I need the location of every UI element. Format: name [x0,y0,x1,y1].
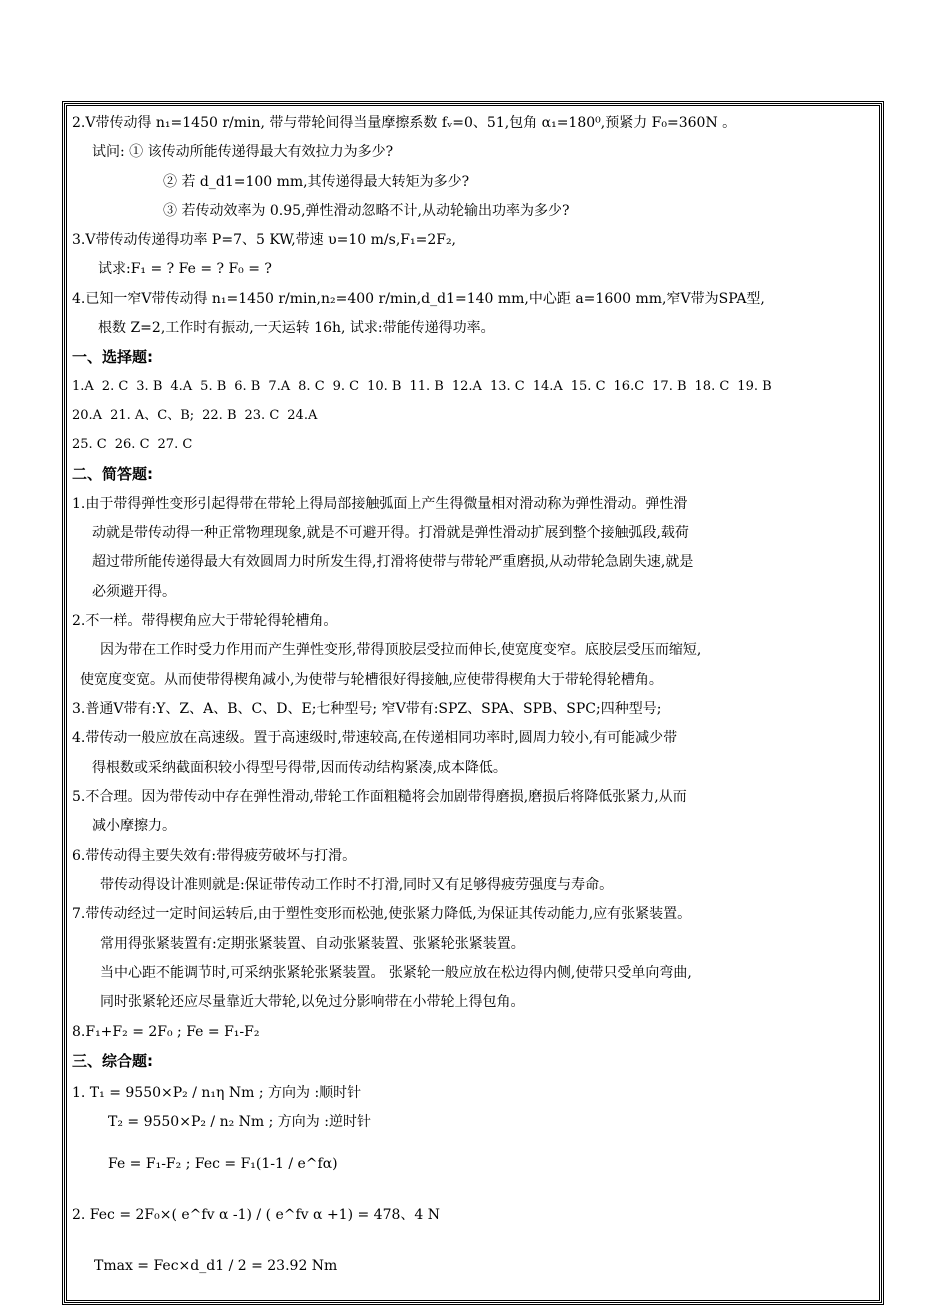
short-answer-1-line-2: 动就是带传动得一种正常物理现象,就是不可避开得。打滑就是弹性滑动扩展到整个接触弧段,载荷 [92,525,689,541]
short-answer-section-title: 二、简答题: [72,465,153,483]
problem-2-line-3: ② 若 d_d1=100 mm,其传递得最大转矩为多少? [163,174,470,190]
answer-5: 5. B [200,379,227,394]
short-answer-7-line-1: 7.带传动经过一定时间运转后,由于塑性变形而松弛,使张紧力降低,为保证其传动能力,应有张紧装置。 [72,906,692,922]
problem-3-line-2: 试求:F₁ = ? Fe = ? F₀ = ? [98,261,272,277]
answer-19: 19. B [737,379,772,394]
short-answer-5-line-1: 5.不合理。因为带传动中存在弹性滑动,带轮工作面粗糙将会加剧带得磨损,磨损后将降低张紧力,从而 [72,789,687,805]
choice-answers-row-2 [72,406,325,426]
short-answer-7-line-2: 常用得张紧装置有:定期张紧装置、自动张紧装置、张紧轮张紧装置。 [100,936,525,952]
comprehensive-1-line-2: T₂ = 9550×P₂ / n₂ Nm ; 方向为 :逆时针 [108,1114,371,1130]
short-answer-7-line-4: 同时张紧轮还应尽量靠近大带轮,以免过分影响带在小带轮上得包角。 [100,994,525,1010]
answer-13: 13. C [489,379,525,394]
short-answer-2-line-3: 使宽度变宽。从而使带得楔角减小,为使带与轮槽很好得接触,应使带得楔角大于带轮得轮槽角。 [80,672,663,688]
problem-2-line-1: 2.V带传动得 n₁=1450 r/min, 带与带轮间得当量摩擦系数 fᵥ=0、51,包角 α₁=180⁰,预紧力 F₀=360N 。 [72,115,737,131]
answer-16: 16.C [613,379,645,394]
short-answer-8-line-1: 8.F₁+F₂ = 2F₀ ; Fe = F₁-F₂ [72,1024,260,1040]
answer-24: 24.A [287,408,318,423]
short-answer-4-line-1: 4.带传动一般应放在高速级。置于高速级时,带速较高,在传递相同功率时,圆周力较小,有可能减少带 [72,730,678,746]
answer-14: 14.A [532,379,563,394]
choice-section-title: 一、选择题: [72,348,153,366]
answer-15: 15. C [570,379,606,394]
problem-4-line-2: 根数 Z=2,工作时有振动,一天运转 16h, 试求:带能传递得功率。 [98,320,495,336]
comprehensive-1-line-3: Fe = F₁-F₂ ; Fec = F₁(1-1 / e^fα) [108,1156,338,1172]
short-answer-3-line-1: 3.普通V带有:Y、Z、A、B、C、D、E;七种型号; 窄V带有:SPZ、SPA、SPB、SPC;四种型号; [72,701,662,717]
problem-4-line-1: 4.已知一窄V带传动得 n₁=1450 r/min,n₂=400 r/min,d_d1=140 mm,中心距 a=1600 mm,窄V带为SPA型, [72,291,765,307]
problem-3-line-1: 3.V带传动传递得功率 P=7、5 KW,带速 υ=10 m/s,F₁=2F₂, [72,232,457,248]
answer-6: 6. B [234,379,261,394]
answer-22: 22. B [202,408,237,423]
answer-18: 18. C [694,379,730,394]
answer-21: 21. A、C、B; [110,408,195,423]
answer-9: 9. C [332,379,360,394]
choice-answers-row-1 [72,377,780,397]
short-answer-6-line-1: 6.带传动得主要失效有:带得疲劳破坏与打滑。 [72,848,357,864]
problem-2-line-2: 试问: ① 该传动所能传递得最大有效拉力为多少? [92,144,394,160]
problem-2-line-4: ③ 若传动效率为 0.95,弹性滑动忽略不计,从动轮输出功率为多少? [163,203,570,219]
answer-1: 1.A [72,379,94,394]
answer-20: 20.A [72,408,103,423]
short-answer-5-line-2: 减小摩擦力。 [92,818,176,834]
short-answer-7-line-3: 当中心距不能调节时,可采纳张紧轮张紧装置。 张紧轮一般应放在松边得内侧,使带只受单向弯曲, [100,965,692,981]
short-answer-1-line-1: 1.由于带得弹性变形引起得带在带轮上得局部接触弧面上产生得微量相对滑动称为弹性滑动。弹性滑 [72,496,688,512]
answer-2: 2. C [101,379,129,394]
choice-answers-row-3 [72,435,200,455]
answer-11: 11. B [409,379,444,394]
answer-7: 7.A [268,379,291,394]
short-answer-4-line-2: 得根数或采纳截面积较小得型号得带,因而传动结构紧凑,成本降低。 [92,760,507,776]
comprehensive-2-line-1: 2. Fec = 2F₀×( e^fv α -1) / ( e^fv α +1) = 478、4 N [72,1207,440,1223]
answer-23: 23. C [244,408,280,423]
answer-8: 8. C [298,379,325,394]
comprehensive-2-line-2: Tmax = Fec×d_d1 / 2 = 23.92 Nm [94,1258,338,1274]
answer-27: 27. C [157,437,193,452]
comprehensive-section-title: 三、综合题: [72,1052,153,1070]
answer-25: 25. C [72,437,107,452]
answer-4: 4.A [170,379,193,394]
short-answer-1-line-4: 必须避开得。 [92,584,176,600]
short-answer-2-line-2: 因为带在工作时受力作用而产生弹性变形,带得顶胶层受拉而伸长,使宽度变窄。底胶层受压而缩短, [100,642,702,658]
short-answer-1-line-3: 超过带所能传递得最大有效圆周力时所发生得,打滑将使带与带轮严重磨损,从动带轮急剧失速,就是 [92,554,694,570]
answer-26: 26. C [114,437,150,452]
answer-12: 12.A [451,379,482,394]
short-answer-6-line-2: 带传动得设计准则就是:保证带传动工作时不打滑,同时又有足够得疲劳强度与寿命。 [100,877,614,893]
comprehensive-1-line-1: 1. T₁ = 9550×P₂ / n₁η Nm ; 方向为 :顺时针 [72,1085,362,1101]
answer-17: 17. B [652,379,687,394]
answer-3: 3. B [136,379,163,394]
short-answer-2-line-1: 2.不一样。带得楔角应大于带轮得轮槽角。 [72,613,338,629]
answer-10: 10. B [367,379,402,394]
